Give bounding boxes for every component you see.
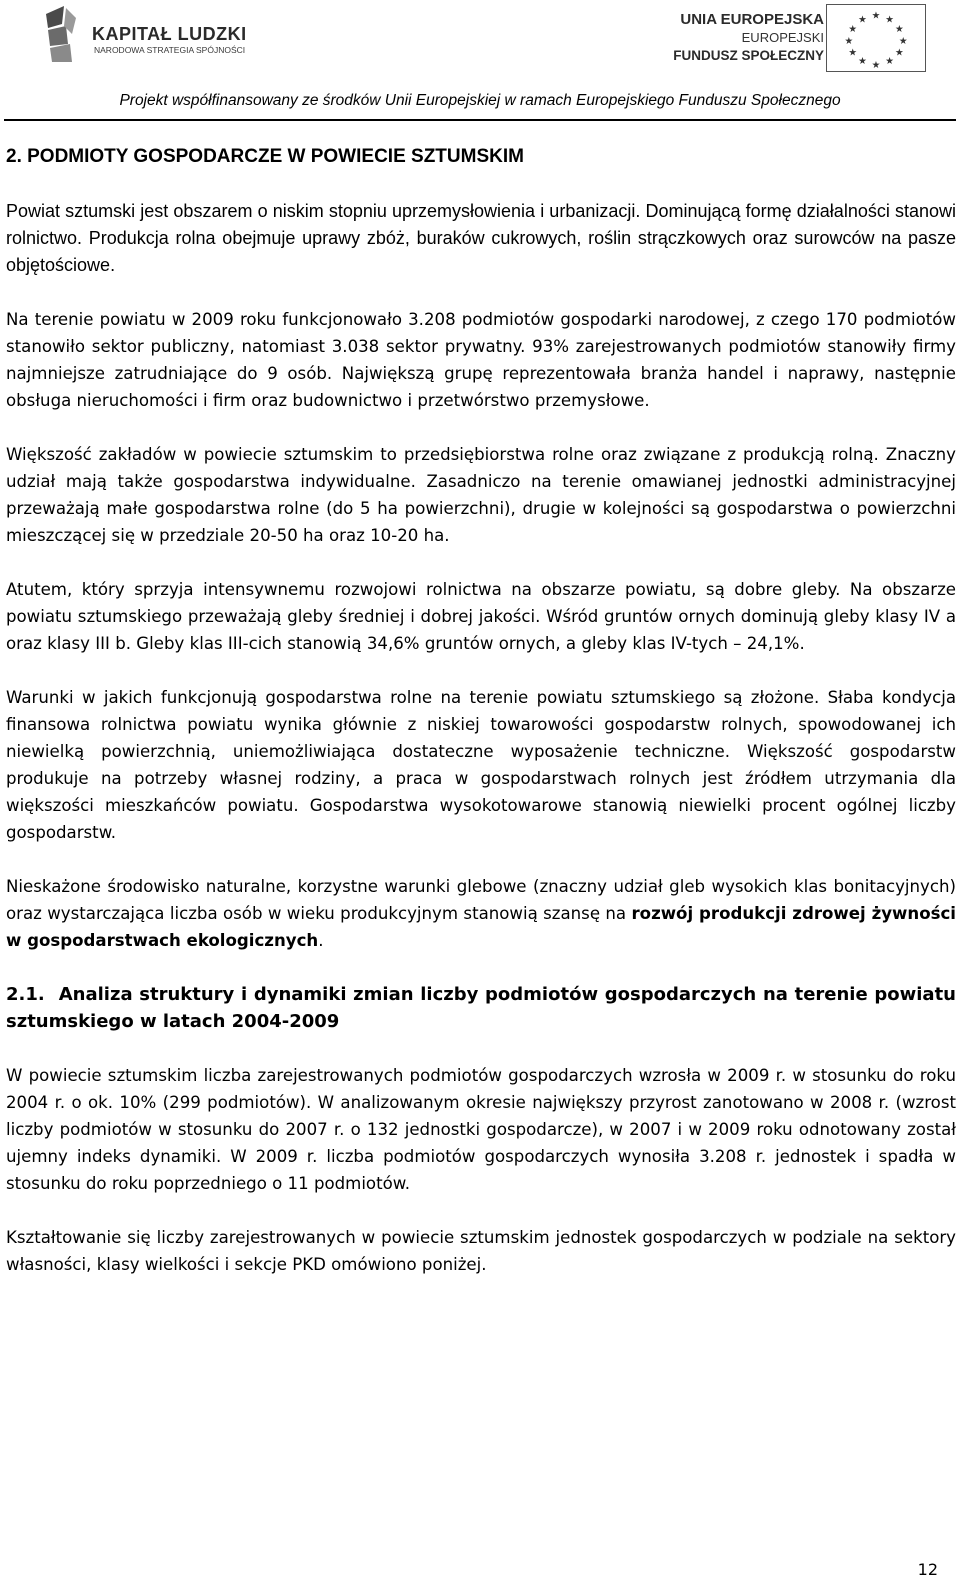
svg-text:★: ★: [844, 35, 854, 47]
paragraph: Powiat sztumski jest obszarem o niskim stopniu uprzemysłowienia i urbanizacji. Dominującą formę działalności stanowi rolnictwo. Produkcja rolna obejmuje uprawy zbóż, buraków cukrowych, roślin strączkowych oraz surowców na pasze objętościowe.: [6, 201, 956, 275]
svg-text:★: ★: [858, 56, 867, 68]
paragraph: Większość zakładów w powiecie sztumskim to przedsiębiorstwa rolne oraz związane z produkcją rolną. Znaczny udział mają także gospodarstwa indywidualne. Zasadniczo na terenie omawianej jednostki administracyjnej przeważają małe gospodarstwa rolne (do 5 ha powierzchni), drugie w kolejności są gospodarstwa o powierzchni mieszczącej się w przedziale 20-50 ha oraz 10-20 ha.: [6, 445, 956, 545]
spacer: [6, 657, 956, 684]
kapital-ludzki-logo: [42, 4, 247, 66]
logo-title: KAPITAŁ LUDZKI: [92, 24, 247, 44]
subsection-title: Analiza struktury i dynamiki zmian liczby podmiotów gospodarczych na terenie powiatu sztumskiego w latach 2004-2009: [6, 984, 956, 1032]
page-content: [6, 143, 956, 1278]
subsection-heading: [6, 981, 956, 1035]
paragraph: Warunki w jakich funkcjonują gospodarstwa rolne na terenie powiatu sztumskiego są złożone. Słaba kondycja finansowa rolnictwa powiatu wynika głównie z niskiej towarowości gospodarstw rolnych, spowodowanej ich niewielką powierzchnią, uniemożliwiająca dostateczne wyposażenie techniczne. Większość gospodarstw produkuje na potrzeby własnej rodziny, a praca w gospodarstwach rolnych jest źródłem utrzymania dla większości mieszkańców powiatu. Gospodarstwa wysokotowarowe stanowią niewielki procent ogólnej liczby gospodarstw.: [6, 688, 956, 842]
svg-text:★: ★: [848, 24, 858, 36]
svg-text:★: ★: [894, 47, 904, 59]
spacer: [6, 846, 956, 873]
spacer: [6, 954, 956, 981]
eu-logo-line3: FUNDUSZ SPOŁECZNY: [673, 48, 824, 63]
eu-logo-line2: EUROPEJSKI: [741, 30, 824, 45]
svg-text:★: ★: [848, 47, 858, 59]
svg-text:★: ★: [871, 60, 881, 72]
subsection-number: 2.1.: [6, 984, 45, 1005]
svg-text:★: ★: [885, 14, 894, 26]
paragraph: Kształtowanie się liczby zarejestrowanych w powiecie sztumskim jednostek gospodarczych w podziale na sektory własności, klasy wielkości i sekcje PKD omówiono poniżej.: [6, 1228, 956, 1274]
spacer: [6, 549, 956, 576]
paragraph-end: .: [318, 931, 324, 950]
page-number: 12: [917, 1560, 938, 1579]
eu-logo: [668, 10, 928, 72]
spacer: [6, 1035, 956, 1062]
paragraph-bold-text: rozwój produkcji zdrowej żywności w gospodarstwach ekologicznych: [6, 904, 957, 950]
paragraph-text: Nieskażone środowisko naturalne, korzystne warunki glebowe (znaczny udział gleb wysokich klas bonitacyjnych) oraz wystarczająca liczba osób w wieku produkcyjnym stanowią szansę na: [6, 877, 956, 923]
section-heading: 2. PODMIOTY GOSPODARCZE W POWIECIE SZTUMSKIM: [6, 146, 524, 167]
svg-text:★: ★: [898, 35, 908, 47]
spacer: [6, 414, 956, 441]
paragraph: Na terenie powiatu w 2009 roku funkcjonowało 3.208 podmiotów gospodarki narodowej, z czego 170 podmiotów stanowiło sektor publiczny, natomiast 3.038 sektor prywatny. 93% zarejestrowanych podmiotów stanowiły firmy najmniejsze zatrudniające do 9 osób. Największą grupę reprezentowała branża handel i naprawy, następnie obsługa nieruchomości i firm oraz budownictwo i przetwórstwo przemysłowe.: [6, 310, 956, 410]
header-divider: [4, 119, 956, 121]
page-header: [0, 0, 960, 120]
svg-text:★: ★: [894, 24, 904, 36]
paragraph: Atutem, który sprzyja intensywnemu rozwojowi rolnictwa na obszarze powiatu, są dobre gleby. Na obszarze powiatu sztumskiego przeważają gleby średniej i dobrej jakości. Wśród gruntów ornych dominują gleby klasy IV a oraz klasy III b. Gleby klas III-cich stanowią 34,6% gruntów ornych, a gleby klas IV-tych – 24,1%.: [6, 580, 956, 653]
logo-subtitle: NARODOWA STRATEGIA SPÓJNOŚCI: [94, 45, 246, 55]
spacer: [6, 279, 956, 306]
paragraph: [6, 873, 956, 954]
svg-text:★: ★: [871, 10, 881, 22]
spacer: [6, 1197, 956, 1224]
paragraph: W powiecie sztumskim liczba zarejestrowanych podmiotów gospodarczych wzrosła w 2009 r. w stosunku do roku 2004 r. o ok. 10% (299 podmiotów). W analizowanym okresie największy przyrost zanotowano w 2008 r. (wzrost liczby podmiotów w stosunku do 2007 r. o 132 jednostki gospodarcze), w 2007 i w 2009 roku odnotowany został ujemny indeks dynamiki. W 2009 r. liczba podmiotów gospodarczych wynosiła 3.208 r. jednostek i spadła w stosunku do roku poprzedniego o 11 podmiotów.: [6, 1066, 956, 1193]
svg-text:★: ★: [885, 56, 894, 68]
project-cofinancing-note: Projekt współfinansowany ze środków Unii Europejskiej w ramach Europejskiego Funduszu Społecznego: [119, 92, 841, 109]
eu-logo-line1: UNIA EUROPEJSKA: [680, 11, 824, 28]
eu-flag-icon: [826, 4, 926, 72]
svg-text:★: ★: [858, 14, 867, 26]
kapital-ludzki-flame-icon: [42, 4, 80, 64]
